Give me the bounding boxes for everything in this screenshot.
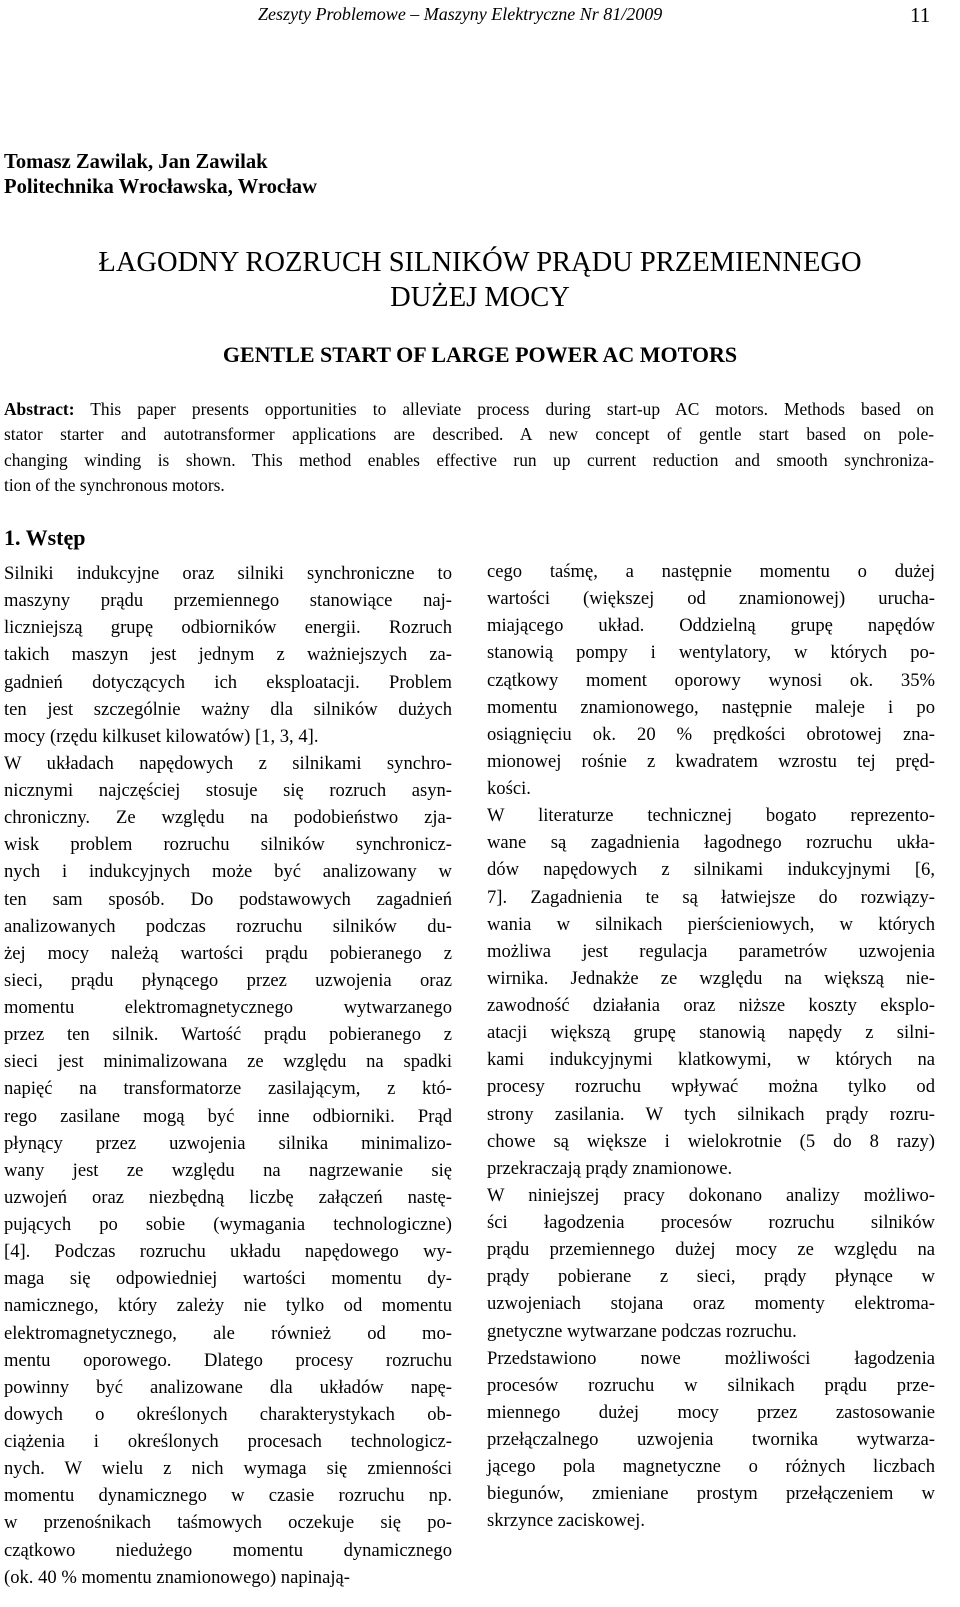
paragraph-line: uzwojeń oraz niezbędną liczbę załączeń nastę- bbox=[4, 1186, 452, 1208]
paragraph-line: Przedstawiono nowe możliwości łagodzenia bbox=[487, 1347, 935, 1369]
page-number: 11 bbox=[910, 3, 931, 27]
right-column bbox=[487, 558, 935, 1535]
left-column bbox=[4, 560, 452, 1591]
abstract-line: stator starter and autotransformer applications are described. A new concept of gentle start based on pole- bbox=[4, 424, 934, 445]
author-block bbox=[4, 150, 317, 200]
paragraph-line: płynący przez uzwojenia silnika minimalizo- bbox=[4, 1132, 452, 1154]
abstract-label: Abstract: bbox=[4, 399, 75, 419]
paragraph-line: uzwojeniach stojana oraz momenty elektroma- bbox=[487, 1293, 935, 1315]
paragraph-line: sieci, prądu płynącego przez uzwojenia oraz bbox=[4, 969, 452, 991]
paragraph-line: wane są zagadnienia łagodnego rozruchu ukła- bbox=[487, 832, 935, 854]
paragraph-line: cego taśmę, a następnie momentu o dużej bbox=[487, 561, 935, 582]
paragraph-line: mentu oporowego. Dlatego procesy rozruchu bbox=[4, 1349, 452, 1371]
paragraph-line: nych i indukcyjnych może być analizowany w bbox=[4, 861, 452, 883]
paragraph-line: jącego pola magnetyczne o różnych liczbach bbox=[487, 1456, 935, 1478]
paragraph-line: w przenośnikach taśmowych oczekuje się po- bbox=[4, 1512, 452, 1534]
paragraph-line: atacji większą grupę stanowią napędy z silni- bbox=[487, 1022, 935, 1044]
title-polish-line: DUŻEJ MOCY bbox=[390, 282, 570, 313]
paragraph-line: biegunów, zmieniane prostym przełączeniem w bbox=[487, 1483, 935, 1505]
paragraph-line: procesy rozruchu wpływać można tylko od bbox=[487, 1076, 935, 1098]
paragraph-line: miennego dużej mocy przez zastosowanie bbox=[487, 1401, 935, 1423]
paragraph-line: mionowej rośnie z kwadratem wzrostu tej pręd- bbox=[487, 750, 935, 772]
title-polish bbox=[0, 245, 960, 315]
paragraph-line: prądu przemiennego dużej mocy ze względu na bbox=[487, 1239, 935, 1261]
paragraph-line: gnetyczne wytwarzane podczas rozruchu. bbox=[487, 1320, 797, 1342]
paragraph-line: dowych o określonych charakterystykach ob- bbox=[4, 1403, 452, 1425]
author-affiliation: Politechnika Wrocławska, Wrocław bbox=[4, 176, 317, 198]
paragraph-line: zawodność działania oraz niższe koszty eksplo- bbox=[487, 995, 935, 1016]
paragraph-line: ści łagodzenia procesów rozruchu silników bbox=[487, 1212, 935, 1233]
paragraph-line: elektromagnetycznego, ale również od mo- bbox=[4, 1322, 452, 1344]
paragraph-line: ten sam sposób. Do podstawowych zagadnień bbox=[4, 888, 452, 910]
paragraph-line: miającego układ. Oddzielną grupę napędów bbox=[487, 615, 935, 637]
paragraph-line: strony zasilania. W tych silnikach prądy rozru- bbox=[487, 1103, 935, 1125]
title-english: GENTLE START OF LARGE POWER AC MOTORS bbox=[222, 342, 738, 367]
title-polish-line: ŁAGODNY ROZRUCH SILNIKÓW PRĄDU PRZEMIENNEGO bbox=[98, 247, 862, 278]
paragraph-line: osiągnięciu ok. 20 % prędkości obrotowej zna- bbox=[487, 723, 935, 745]
paragraph-line: momentu elektromagnetycznego wytwarzanego bbox=[4, 997, 452, 1018]
paragraph-line: momentu dynamicznego w czasie rozruchu np. bbox=[4, 1485, 452, 1507]
paragraph-line: (ok. 40 % momentu znamionowego) napinają- bbox=[4, 1566, 350, 1588]
paragraph-line: wany jest ze względu na nagrzewanie się bbox=[4, 1159, 452, 1181]
paragraph-line: ten jest szczególnie ważny dla silników dużych bbox=[4, 698, 452, 720]
paragraph-line: W układach napędowych z silnikami synchro- bbox=[4, 752, 452, 774]
section-heading: 1. Wstęp bbox=[4, 525, 86, 550]
paragraph-line: prądy pobierane z sieci, prądy płynące w bbox=[487, 1266, 935, 1288]
paragraph-line: przez ten silnik. Wartość prądu pobieranego z bbox=[4, 1024, 452, 1046]
abstract-line bbox=[4, 397, 934, 422]
paragraph-line: takich maszyn jest jednym z ważniejszych za- bbox=[4, 644, 452, 666]
paragraph-line: kości. bbox=[487, 778, 531, 799]
paragraph-line: [4]. Podczas rozruchu układu napędowego wy- bbox=[4, 1241, 452, 1263]
paragraph-line: analizowanych podczas rozruchu silników du- bbox=[4, 915, 452, 937]
paragraph-line: Silniki indukcyjne oraz silniki synchroniczne to bbox=[4, 563, 452, 584]
paragraph-line: gadnień dotyczących ich eksploatacji. Problem bbox=[4, 671, 452, 693]
paragraph-line: nicznymi najczęściej stosuje się rozruch asyn- bbox=[4, 780, 452, 801]
paragraph-line: procesów rozruchu w silnikach prądu prze- bbox=[487, 1374, 935, 1396]
paragraph-line: przełączalnego uzwojenia twornika wytwarza- bbox=[487, 1429, 935, 1450]
abstract bbox=[4, 397, 934, 498]
abstract-text: This paper presents opportunities to alleviate process during start-up AC motors. Methods based on bbox=[74, 399, 934, 419]
paragraph-line: mocy (rzędu kilkuset kilowatów) [1, 3, 4]. bbox=[4, 725, 319, 747]
paragraph-line: wirnika. Jednakże ze względu na większą nie- bbox=[487, 967, 935, 989]
paragraph-line: wania w silnikach pierścieniowych, w których bbox=[487, 913, 935, 935]
paragraph-line: W literaturze technicznej bogato reprezento- bbox=[487, 805, 935, 827]
running-header: Zeszyty Problemowe – Maszyny Elektryczne Nr 81/2009 bbox=[258, 4, 663, 24]
paragraph-line: wisk problem rozruchu silników synchronicz- bbox=[4, 834, 452, 856]
paragraph-line: skrzynce zaciskowej. bbox=[487, 1510, 645, 1532]
paragraph-line: namicznego, który zależy nie tylko od momentu bbox=[4, 1295, 452, 1317]
abstract-line: changing winding is shown. This method enables effective run up current reduction and smooth synchroniza- bbox=[4, 449, 934, 470]
paragraph-line: czątkowo niedużego momentu dynamicznego bbox=[4, 1539, 452, 1561]
paragraph-line: chroniczny. Ze względu na podobieństwo zja- bbox=[4, 807, 452, 829]
paragraph-line: ciążenia i określonych procesach technologicz- bbox=[4, 1431, 452, 1452]
paragraph-line: dów napędowych z silnikami indukcyjnymi [6, bbox=[487, 859, 935, 881]
paragraph-line: momentu znamionowego, następnie maleje i po bbox=[487, 696, 935, 718]
paragraph-line: przekraczają prądy znamionowe. bbox=[487, 1157, 733, 1179]
paragraph-line: liczniejszą grupę odbiorników energii. Rozruch bbox=[4, 617, 452, 639]
paragraph-line: wartości (większej od znamionowej) urucha- bbox=[487, 588, 935, 610]
author-names: Tomasz Zawilak, Jan Zawilak bbox=[4, 151, 268, 173]
paragraph-line: chowe są większe i wielokrotnie (5 do 8 razy) bbox=[487, 1130, 935, 1152]
paragraph-line: sieci jest minimalizowana ze względu na spadki bbox=[4, 1051, 452, 1073]
paragraph-line: 7]. Zagadnienia te są łatwiejsze do rozwiązy- bbox=[487, 886, 935, 908]
paragraph-line: możliwa jest regulacja parametrów uzwojenia bbox=[487, 940, 935, 962]
abstract-line: tion of the synchronous motors. bbox=[4, 474, 225, 495]
paragraph-line: nych. W wielu z nich wymaga się zmienności bbox=[4, 1458, 452, 1480]
paragraph-line: W niniejszej pracy dokonano analizy możliwo- bbox=[487, 1184, 935, 1206]
paragraph-line: napięć na transformatorze zasilającym, z któ- bbox=[4, 1078, 452, 1100]
paragraph-line: żej mocy należą wartości prądu pobieranego z bbox=[4, 942, 452, 964]
paragraph-line: rego zasilane mogą być inne odbiorniki. Prąd bbox=[4, 1105, 452, 1127]
paragraph-line: powinny być analizowane dla układów napę- bbox=[4, 1376, 452, 1398]
paragraph-line: kami indukcyjnymi klatkowymi, w których na bbox=[487, 1049, 935, 1071]
paragraph-line: czątkowy moment oporowy wynosi ok. 35% bbox=[487, 669, 935, 691]
paragraph-line: maszyny prądu przemiennego stanowiące naj- bbox=[4, 590, 452, 612]
paragraph-line: stanowią pompy i wentylatory, w których po- bbox=[487, 642, 935, 664]
paragraph-line: maga się odpowiedniej wartości momentu dy- bbox=[4, 1268, 452, 1290]
paragraph-line: pujących po sobie (wymagania technologiczne) bbox=[4, 1214, 452, 1235]
